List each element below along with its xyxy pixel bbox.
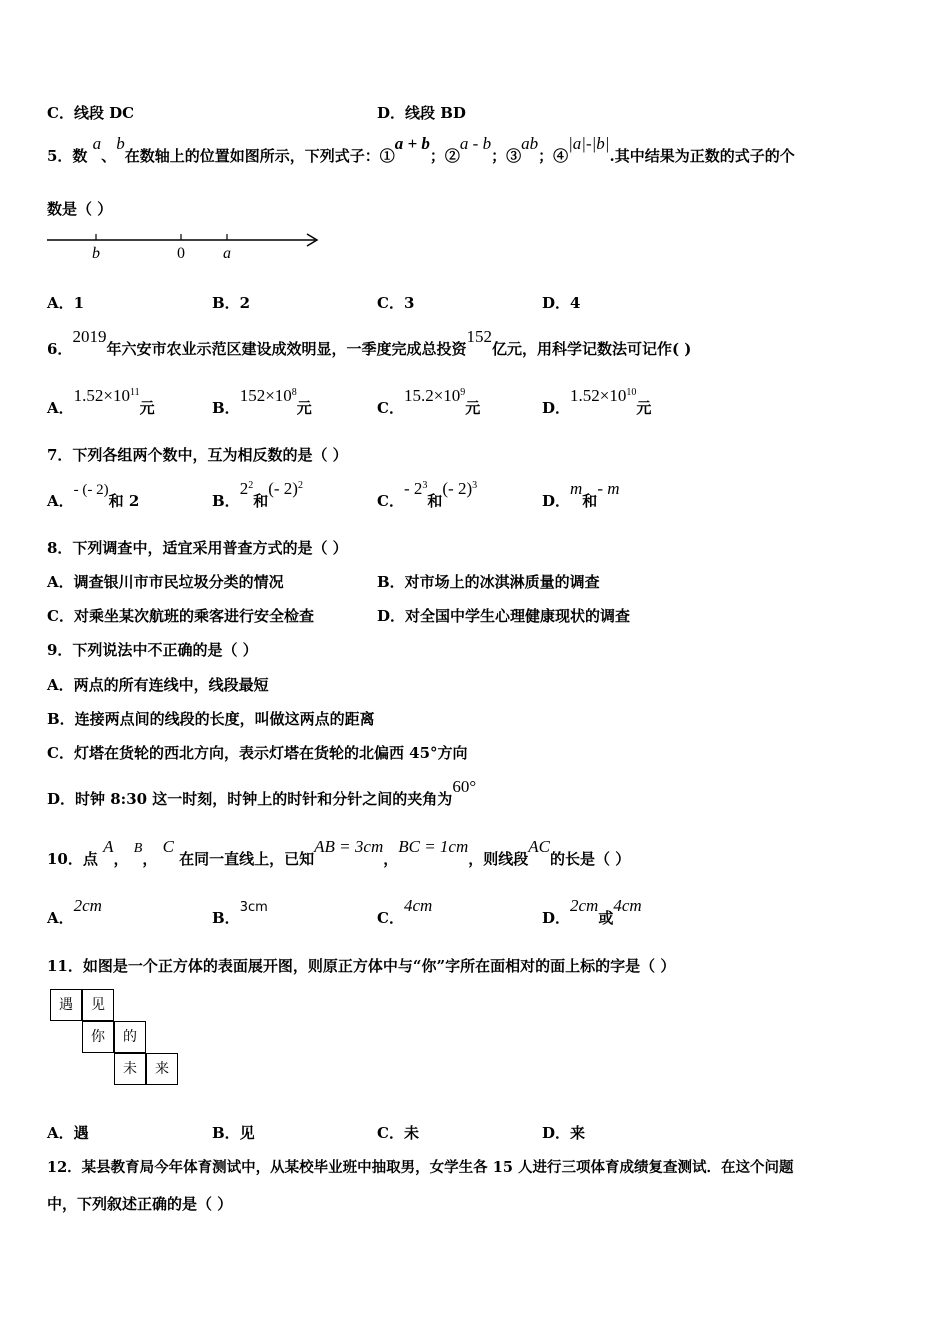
option-c: C．线段 DC (47, 104, 135, 122)
net-cell-1: 遇 (50, 989, 82, 1021)
option-d: D．$1.52\times 10^{10}$元 (542, 386, 652, 417)
label-a: a (223, 245, 231, 262)
question-11-stem: 11．如图是一个正方体的表面展开图，则原正方体中与“你”字所在面相对的面上标的字是（ ） (47, 957, 676, 975)
option-a: A．- (- 2)和 2 (47, 482, 140, 510)
option-a: A．遇 (47, 1124, 89, 1142)
question-5-stem: 5．数 a、b在数轴上的位置如图所示，下列式子：①a + b；②a - b；③ab；④|a|-|b|.其中结果为正数的式子的个 (47, 134, 795, 165)
option-a: A．1 (47, 294, 85, 312)
question-12-stem-line2: 中，下列叙述正确的是（ ） (47, 1195, 233, 1213)
option-b: B．$2^2$和(- 2)$^2$ (212, 479, 303, 510)
label-zero: 0 (177, 245, 185, 262)
option-a: A．2cm (47, 896, 102, 927)
option-b: B．见 (212, 1124, 255, 1142)
question-5-stem-line2: 数是（ ） (47, 200, 113, 218)
question-7-stem: 7．下列各组两个数中，互为相反数的是（ ） (47, 446, 348, 464)
option-b: B．2 (212, 294, 251, 312)
question-9-stem: 9．下列说法中不正确的是（ ） (47, 641, 258, 659)
question-12-stem: 12．某县教育局今年体育测试中，从某校毕业班中抽取男，女学生各 15 人进行三项体育成绩复查测试．在这个问题 (47, 1159, 794, 1176)
option-b: B．$152\times 10^8$元 (212, 386, 312, 417)
net-cell-3: 你 (82, 1021, 114, 1053)
option-d: D．来 (542, 1124, 586, 1142)
net-cell-5: 未 (114, 1053, 146, 1085)
option-c: C．$15.2\times 10^9$元 (377, 386, 481, 417)
option-d: D．m和- m (542, 479, 620, 510)
option-a: A．调查银川市市民垃圾分类的情况 (47, 573, 284, 591)
option-b: B．3cm (212, 900, 268, 927)
option-c: C．3 (377, 294, 415, 312)
question-10-stem: 10．点 A， B， C 在同一直线上，已知AB = 3cm，BC = 1cm，则线段AC的长是（ ） (47, 837, 631, 868)
option-d: D．时钟 8:30 这一时刻，时钟上的时针和分针之间的夹角为60° (47, 777, 477, 808)
label-b: b (92, 245, 100, 262)
option-a: A．两点的所有连线中，线段最短 (47, 676, 269, 694)
option-b: B．对市场上的冰淇淋质量的调查 (377, 573, 600, 591)
net-cell-2: 见 (82, 989, 114, 1021)
option-b: B．连接两点间的线段的长度，叫做这两点的距离 (47, 710, 375, 728)
option-c: C．灯塔在货轮的西北方向，表示灯塔在货轮的北偏西 45°方向 (47, 744, 468, 762)
option-c: C．对乘坐某次航班的乘客进行安全检查 (47, 607, 314, 625)
option-d: D．4 (542, 294, 581, 312)
number-line (45, 228, 325, 264)
question-8-stem: 8．下列调查中，适宜采用普查方式的是（ ） (47, 539, 348, 557)
question-6-stem: 6．2019年六安市农业示范区建设成效明显，一季度完成总投资152亿元，用科学记数法可记作( ) (47, 327, 692, 358)
net-cell-4: 的 (114, 1021, 146, 1053)
option-c: C．- $2^3$和(- 2)$^3$ (377, 479, 478, 510)
option-c: C．4cm (377, 896, 433, 927)
net-cell-6: 来 (146, 1053, 178, 1085)
option-d: D．对全国中学生心理健康现状的调查 (377, 607, 631, 625)
option-d: D．线段 BD (377, 104, 466, 122)
option-d: D．2cm或4cm (542, 896, 642, 927)
option-c: C．未 (377, 1124, 419, 1142)
option-a: A．$1.52\times 10^{11}$元 (47, 386, 155, 417)
